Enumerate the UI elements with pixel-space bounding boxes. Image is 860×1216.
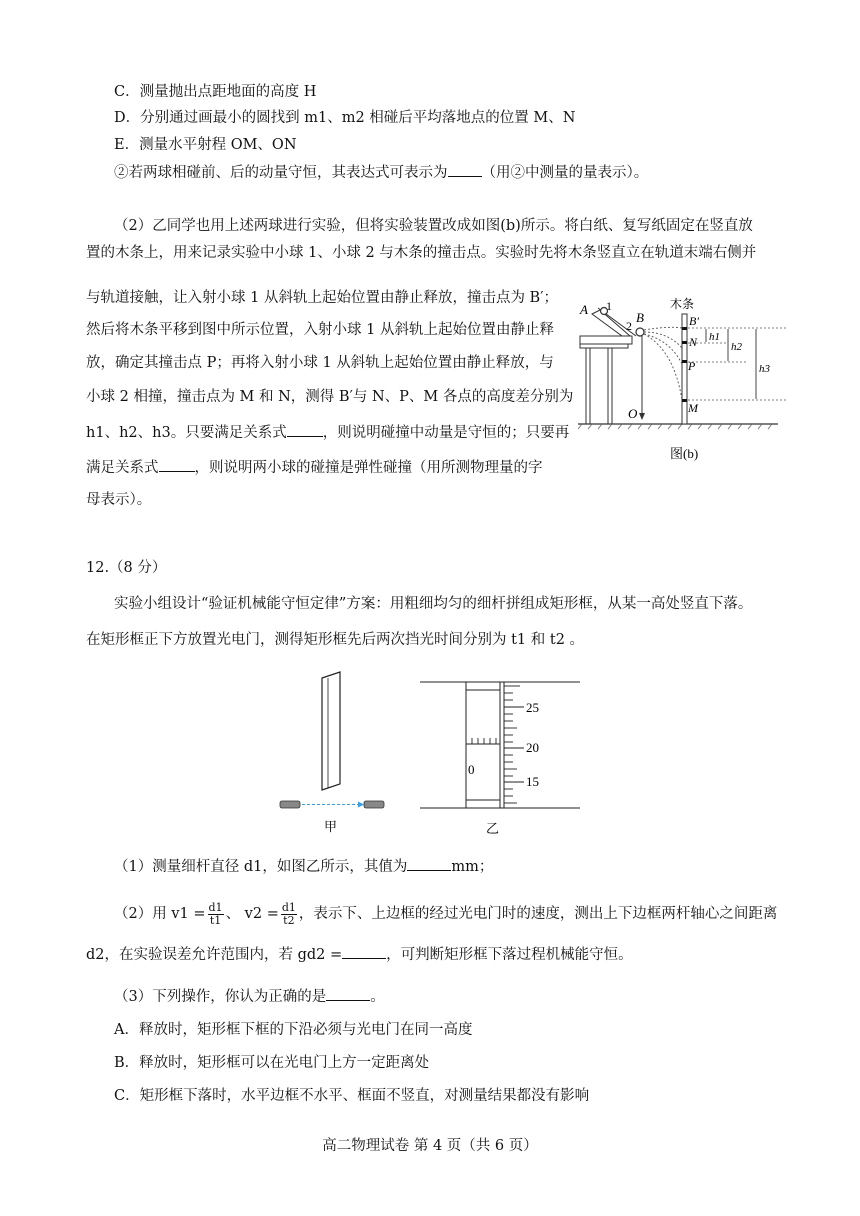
relation-text-4: ，则说明两小球的碰撞是弹性碰撞（用所测物理量的字 bbox=[194, 460, 543, 476]
paragraph-line bbox=[86, 457, 543, 478]
scale-label-20: 20 bbox=[526, 740, 539, 755]
answer-blank bbox=[448, 162, 482, 177]
label-o: O bbox=[628, 406, 638, 421]
figure-jia bbox=[276, 668, 396, 838]
q12-part2-b: 、 v2 = bbox=[225, 906, 279, 922]
wooden-bar bbox=[682, 314, 687, 424]
paragraph-line: 小球 2 相撞，撞击点为 M 和 N，测得 B′与 N、P、M 各点的高度差分别为 bbox=[86, 389, 574, 405]
page-footer: 高二物理试卷 第 4 页（共 6 页） bbox=[322, 1138, 538, 1154]
fraction-den: t2 bbox=[283, 913, 295, 927]
q12-part1-text: （1）测量细杆直径 d1，如图乙所示，其值为 bbox=[114, 859, 408, 875]
label-mutiao: 木条 bbox=[670, 297, 695, 311]
option-d: D．分别通过画最小的圆找到 m1、m2 相碰后平均落地点的位置 M、N bbox=[114, 110, 576, 126]
figure-yi bbox=[420, 674, 582, 838]
answer-blank bbox=[407, 856, 451, 871]
label-a: A bbox=[580, 302, 588, 317]
answer-blank bbox=[159, 457, 195, 472]
q11-part2-after: （用②中测量的量表示）。 bbox=[481, 165, 649, 181]
fraction-num: d1 bbox=[208, 900, 223, 914]
answer-blank bbox=[342, 944, 386, 959]
fraction-v2 bbox=[281, 902, 297, 927]
label-h1: h1 bbox=[709, 331, 720, 343]
q12-part3 bbox=[114, 986, 385, 1007]
relation-text-2: ，则说明碰撞中动量是守恒的；只要再 bbox=[322, 425, 570, 441]
q12-part2-e: ，可判断矩形框下落过程机械能守恒。 bbox=[386, 947, 633, 963]
ball-2 bbox=[636, 328, 644, 336]
figure-b-caption: 图(b) bbox=[670, 446, 699, 461]
photogate-receiver bbox=[364, 801, 384, 808]
option-e: E．测量水平射程 OM、ON bbox=[114, 137, 297, 153]
fraction-den: t1 bbox=[209, 913, 222, 927]
fraction-num: d1 bbox=[281, 900, 296, 914]
scale-label-15: 15 bbox=[526, 774, 539, 789]
q12-intro-1: 实验小组设计“验证机械能守恒定律”方案：用粗细均匀的细杆拼组成矩形框，从某一高处竖直下落。 bbox=[114, 596, 753, 612]
figure-b bbox=[578, 288, 788, 468]
q11-part2-line bbox=[114, 162, 648, 183]
q12-option-c: C．矩形框下落时，水平边框不水平、框面不竖直，对测量结果都没有影响 bbox=[114, 1088, 590, 1104]
paragraph-line: 然后将木条平移到图中所示位置，入射小球 1 从斜轨上起始位置由静止释 bbox=[86, 322, 554, 338]
relation-text-1: h1、h2、h3。只要满足关系式 bbox=[86, 425, 287, 441]
paragraph-line: 母表示）。 bbox=[86, 492, 152, 508]
q11-part2-text: ②若两球相碰前、后的动量守恒，其表达式可表示为 bbox=[114, 165, 448, 181]
label-h2: h2 bbox=[731, 341, 742, 353]
q12-part2 bbox=[114, 897, 777, 931]
q12-part1 bbox=[114, 856, 493, 877]
rectangle-frame bbox=[322, 672, 340, 790]
q12-part1-unit: mm； bbox=[451, 859, 494, 875]
paragraph-line: 放，确定其撞击点 P；再将入射小球 1 从斜轨上起始位置由静止释放，与 bbox=[86, 355, 554, 371]
relation-text-3: 满足关系式 bbox=[86, 460, 159, 476]
label-p: P bbox=[688, 359, 696, 373]
q12-part3-text: （3）下列操作，你认为正确的是 bbox=[114, 989, 327, 1005]
q12-part2-d: d2，在实验误差允许范围内，若 gd2 = bbox=[86, 947, 343, 963]
q12-part2-c: ，表示下、上边框的经过光电门时的速度，测出上下边框两杆轴心之间距离 bbox=[298, 906, 778, 922]
option-c: C．测量抛出点距地面的高度 H bbox=[114, 84, 317, 100]
q12-header: 12.（8 分） bbox=[86, 560, 167, 576]
q12-option-a: A．释放时，矩形框下框的下沿必须与光电门在同一高度 bbox=[114, 1022, 473, 1038]
label-m: M bbox=[688, 401, 698, 415]
q12-part2-cont bbox=[86, 944, 633, 965]
label-ball2: 2 bbox=[626, 319, 632, 333]
figure-jia-caption: 甲 bbox=[324, 819, 338, 834]
paragraph-line: 与轨道接触，让入射小球 1 从斜轨上起始位置由静止释放，撞击点为 B′； bbox=[86, 290, 558, 306]
label-ball1: 1 bbox=[606, 299, 612, 313]
q12-intro-2: 在矩形框正下方放置光电门，测得矩形框先后两次挡光时间分别为 t1 和 t2 。 bbox=[86, 632, 585, 648]
figure-yi-caption: 乙 bbox=[486, 821, 500, 836]
photogate-emitter bbox=[280, 801, 300, 808]
q12-part2-a: （2）用 v1 = bbox=[114, 906, 206, 922]
label-h3: h3 bbox=[759, 363, 770, 375]
label-b: B bbox=[636, 310, 644, 325]
answer-blank bbox=[326, 986, 370, 1001]
q12-part3-end: 。 bbox=[370, 989, 385, 1005]
vernier-zero: 0 bbox=[468, 762, 475, 777]
fraction-v1 bbox=[208, 902, 224, 927]
paragraph-line: 置的木条上，用来记录实验中小球 1、小球 2 与木条的撞击点。实验时先将木条竖直立在轨道末端右侧并 bbox=[86, 245, 757, 261]
scale-label-25: 25 bbox=[526, 700, 539, 715]
label-n: N bbox=[689, 335, 698, 349]
paragraph-line: （2）乙同学也用上述两球进行实验，但将实验装置改成如图(b)所示。将白纸、复写纸固定在竖直放 bbox=[114, 218, 753, 234]
q12-option-b: B．释放时，矩形框可以在光电门上方一定距离处 bbox=[114, 1055, 430, 1071]
label-b-prime: B′ bbox=[689, 314, 699, 328]
answer-blank bbox=[287, 422, 323, 437]
paragraph-line bbox=[86, 422, 569, 443]
